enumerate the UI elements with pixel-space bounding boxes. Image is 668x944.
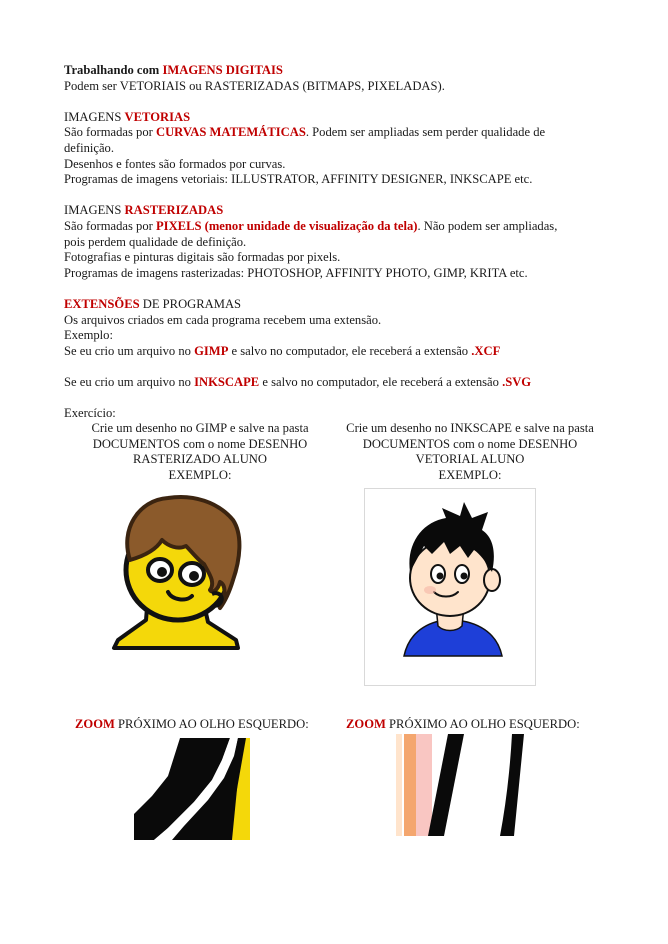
- intro-line: Podem ser VETORIAIS ou RASTERIZADAS (BITMAPS, PIXELADAS).: [64, 78, 445, 93]
- exercise-left-line: EXEMPLO:: [168, 467, 232, 482]
- extensions-heading: EXTENSÕES DE PROGRAMAS: [64, 296, 242, 311]
- exercise-right-line: DOCUMENTOS com o nome DESENHO: [362, 436, 578, 451]
- document-body: [64, 63, 624, 422]
- extensions-inkscape-line: Se eu crio um arquivo no INKSCAPE e salvo no computador, ele receberá a extensão .SVG: [64, 374, 532, 389]
- raster-zoom-image: [134, 738, 250, 840]
- raster-line-3: Fotografias e pinturas digitais são formadas por pixels.: [64, 250, 341, 265]
- exercise-right-line: Crie um desenho no INKSCAPE e salve na pasta: [346, 421, 594, 435]
- exercise-left-line: RASTERIZADO ALUNO: [133, 452, 267, 467]
- zoom-caption-left: ZOOM PRÓXIMO AO OLHO ESQUERDO:: [75, 717, 309, 731]
- raster-drawing-image: [108, 490, 248, 650]
- vector-heading: IMAGENS VETORIAS: [64, 109, 191, 124]
- exercise-left-column: [64, 421, 336, 483]
- vector-line-2: definição.: [64, 140, 114, 155]
- exercise-label: Exercício:: [64, 406, 116, 421]
- raster-line-2: pois perdem qualidade de definição.: [64, 234, 247, 249]
- raster-line-4: Programas de imagens rasterizadas: PHOTOSHOP, AFFINITY PHOTO, GIMP, KRITA etc.: [64, 265, 528, 280]
- intro-title: Trabalhando com IMAGENS DIGITAIS: [64, 63, 283, 77]
- vector-line-3: Desenhos e fontes são formados por curvas.: [64, 156, 286, 171]
- exercise-right-line: EXEMPLO:: [438, 467, 502, 482]
- vector-drawing-image: [364, 488, 536, 686]
- exercise-left-line: DOCUMENTOS com o nome DESENHO: [92, 436, 308, 451]
- raster-line-1: São formadas por PIXELS (menor unidade de visualização da tela). Não podem ser ampliadas,: [64, 218, 558, 233]
- exercise-right-line: VETORIAL ALUNO: [415, 452, 525, 467]
- vector-line-1: São formadas por CURVAS MATEMÁTICAS. Podem ser ampliadas sem perder qualidade de: [64, 125, 546, 140]
- exercise-left-line: Crie um desenho no GIMP e salve na pasta: [91, 421, 309, 435]
- raster-heading: IMAGENS RASTERIZADAS: [64, 203, 224, 218]
- extensions-line-1: Os arquivos criados em cada programa recebem uma extensão.: [64, 312, 382, 327]
- exercise-right-column: [332, 421, 608, 483]
- extensions-gimp-line: Se eu crio um arquivo no GIMP e salvo no computador, ele receberá a extensão .XCF: [64, 343, 501, 358]
- zoom-caption-right: ZOOM PRÓXIMO AO OLHO ESQUERDO:: [346, 717, 580, 731]
- vector-line-4: Programas de imagens vetoriais: ILLUSTRATOR, AFFINITY DESIGNER, INKSCAPE etc.: [64, 172, 533, 187]
- vector-zoom-image: [396, 734, 528, 836]
- extensions-line-2: Exemplo:: [64, 328, 113, 343]
